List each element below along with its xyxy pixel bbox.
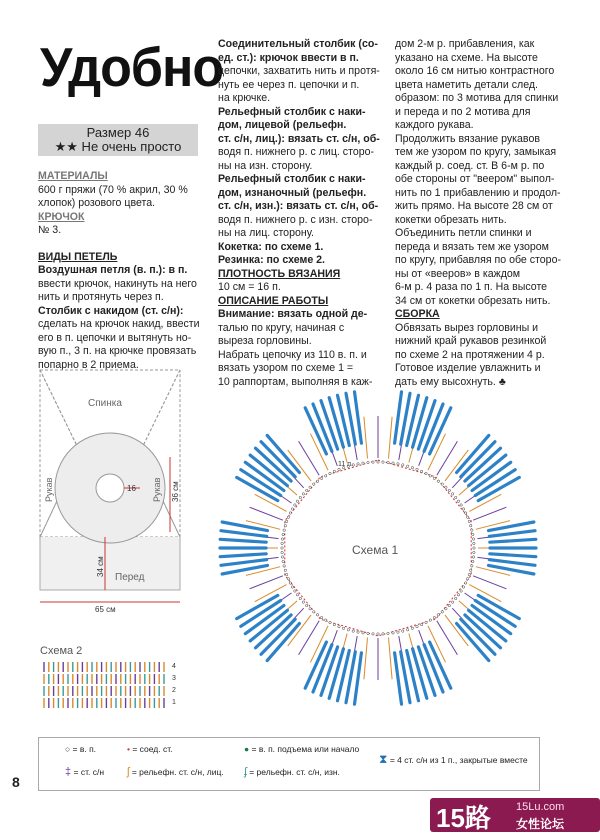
ring-chain-dot: [296, 500, 298, 502]
right-line-21: Обвязать вырез горловины и: [395, 321, 539, 334]
legend-dc: ‡ = ст. с/н: [65, 766, 105, 778]
ring-chain-dot: [320, 477, 322, 479]
ring-chain-dot: [411, 467, 413, 469]
hook-text: № 3.: [38, 224, 62, 236]
ring-chain-dot: [333, 623, 335, 625]
ring-chain-dot: [313, 483, 315, 485]
legend-turn: ● = в. п. подъема или начало: [244, 744, 360, 754]
ring-stitch: [250, 507, 283, 520]
ring-chain-dot: [455, 597, 457, 599]
ring-chain-dot: [472, 556, 474, 558]
ring-fan-petal: [220, 539, 266, 542]
ring-chain-dot: [372, 633, 374, 635]
mid-line-14: ны на лиц. сторону.: [218, 227, 314, 239]
right-line-18: 6-м р. 4 раза по 1 п. На высоте: [395, 281, 548, 293]
ring-chain-dot: [416, 625, 418, 627]
ring-chain-dot: [362, 462, 364, 464]
right-line-22: нижний край рукавов резинкой: [395, 335, 547, 347]
ring-chain-dot: [392, 632, 394, 634]
ring-chain-dot: [352, 630, 354, 632]
ring-chain-dot: [382, 633, 384, 635]
dc-symbol-icon: ‡: [65, 766, 72, 778]
chart-2-grid: [44, 662, 164, 708]
ring-chain-dot: [448, 489, 450, 491]
ring-chain-dot: [342, 627, 344, 629]
fpdc-symbol-icon: ʃ: [127, 766, 130, 778]
ring-chain-dot: [425, 472, 427, 474]
ring-chain-dot: [468, 573, 470, 575]
mid-line-20: Внимание: вязать одной де-: [218, 308, 368, 320]
right-line-3: цвета наметить детали след.: [395, 78, 538, 91]
mid-line-1: ед. ст.): крючок ввести в п.: [218, 51, 359, 64]
right-line-4: образом: по 3 мотива для спинки: [395, 92, 559, 104]
ring-chain-dot: [316, 480, 318, 482]
schematic-sleeve-len: 36 см: [171, 481, 180, 502]
dc-line-4: попарно в 2 приема.: [38, 358, 139, 371]
mid-line-10: Рельефный столбик с наки-: [218, 173, 366, 185]
chart-2-label: Схема 2: [40, 645, 83, 657]
mid-line-4: на крючке.: [218, 92, 271, 104]
mid-line-2: цепочки, захватить нить и протя-: [218, 65, 380, 77]
watermark-main: 15路: [436, 803, 491, 833]
ring-chain-dot: [286, 573, 288, 575]
cluster-symbol-icon: ⧗: [379, 752, 388, 766]
right-line-10: обе стороны от "веером" выпол-: [395, 173, 555, 185]
ring-chain-dot: [472, 538, 474, 540]
mid-line-0: Соединительный столбик (со-: [218, 38, 378, 50]
ring-chain-dot: [441, 611, 443, 613]
ring-chain-dot: [294, 590, 296, 592]
right-line-6: каждого рукава.: [395, 119, 474, 131]
ring-chain-dot: [357, 463, 359, 465]
ring-chain-dot: [387, 461, 389, 463]
mid-line-12: ст. с/н, изн.): вязать ст. с/н, об-: [218, 200, 379, 212]
mid-line-22: выреза горловины.: [218, 335, 312, 347]
ring-fan-petal: [355, 653, 362, 704]
ring-chain-dot: [289, 582, 291, 584]
mid-line-18: 10 см = 16 п.: [218, 281, 281, 293]
hook-heading: КРЮЧОК: [38, 210, 85, 223]
ring-chain-dot: [377, 461, 379, 463]
chart-2-row-4: 4: [172, 663, 176, 670]
ring-chain-dot: [320, 616, 322, 618]
materials-text-1: 600 г пряжи (70 % акрил, 30 %: [38, 183, 188, 196]
ring-chain-dot: [448, 604, 450, 606]
ring-chain-dot: [445, 486, 447, 488]
mid-line-19: ОПИСАНИЕ РАБОТЫ: [218, 294, 329, 307]
right-line-19: 34 см от кокетки обрезать нить.: [395, 294, 551, 307]
mid-line-25: 10 раппортам, выполняя в каж-: [218, 375, 373, 388]
legend: [38, 737, 540, 791]
ring-chain-dot: [397, 631, 399, 633]
ring-chain-dot: [287, 578, 289, 580]
ring-chain-dot: [457, 500, 459, 502]
legend-fpdc: ʃ = рельефн. ст. с/н, лиц.: [127, 766, 224, 778]
mid-line-13: водя п. нижнего р. с изн. сторо-: [218, 213, 373, 226]
ch-symbol-icon: ○: [65, 744, 71, 754]
ring-chain-dot: [302, 493, 304, 495]
slip-stitch-symbol-icon: •: [127, 744, 130, 754]
mid-line-8: водя п. нижнего р. с лиц. сторо-: [218, 146, 375, 158]
ring-chain-dot: [291, 586, 293, 588]
right-line-1: указано на схеме. На высоте: [395, 51, 538, 64]
ring-chain-dot: [470, 525, 472, 527]
right-line-8: тем же узором по кругу, замыкая: [395, 146, 557, 158]
ring-chain-dot: [281, 547, 283, 549]
ring-chain-dot: [407, 629, 409, 631]
mid-line-6: дом, лицевой (рельефн.: [218, 119, 347, 131]
ring-chain-dot: [286, 520, 288, 522]
right-line-9: каждый р. соед. ст. В 6-м р. по: [395, 159, 545, 172]
schematic-body-len: 34 см: [96, 556, 105, 577]
dc-line-3: вую п., 3 п. на крючке провязать: [38, 345, 197, 357]
mid-line-17: ПЛОТНОСТЬ ВЯЗАНИЯ: [218, 267, 341, 280]
mid-line-9: ны на изн. сторону.: [218, 159, 313, 172]
ring-stitch: [250, 576, 283, 589]
ring-stitch: [389, 417, 393, 459]
middle-column: [218, 38, 386, 389]
ring-stitch: [389, 638, 393, 680]
ring-fan-petal: [395, 653, 402, 704]
chart-1-label: Схема 1: [352, 543, 399, 557]
chart-2-row-1: 1: [172, 699, 176, 706]
right-line-17: ны от «веерoв» в каждом: [395, 267, 521, 280]
ring-chain-dot: [306, 604, 308, 606]
ring-chain-dot: [473, 547, 475, 549]
ring-chain-dot: [451, 493, 453, 495]
ring-chain-dot: [283, 529, 285, 531]
ring-chain-dot: [281, 551, 283, 553]
ring-chain-dot: [362, 632, 364, 634]
ring-chain-dot: [470, 569, 472, 571]
ring-fan-petal: [489, 522, 534, 531]
ring-fan-petal: [489, 565, 534, 574]
ring-chain-dot: [465, 512, 467, 514]
ring-chain-dot: [287, 516, 289, 518]
schematic-sleeve-right: Рукав: [152, 477, 162, 502]
ring-chain-dot: [466, 578, 468, 580]
ring-chain-dot: [372, 461, 374, 463]
ring-chain-dot: [416, 468, 418, 470]
ring-chain-dot: [437, 614, 439, 616]
ring-fan-petal: [221, 560, 267, 566]
ring-chain-dot: [281, 542, 283, 544]
materials-text-2: хлопок) розового цвета.: [38, 197, 156, 209]
right-line-20: СБОРКА: [395, 308, 440, 320]
ring-chain-dot: [441, 483, 443, 485]
mid-line-23: Набрать цепочку из 110 в. п. и: [218, 348, 367, 361]
schematic-sleeve-left: Рукав: [44, 477, 54, 502]
dc-line-2: его в п. цепочки и вытянуть но-: [38, 331, 192, 344]
right-line-15: переда и вязать тем же узором: [395, 240, 549, 253]
ring-chain-dot: [377, 633, 379, 635]
dc-line-1: сделать на крючок накид, ввести: [38, 318, 200, 330]
ring-chain-dot: [460, 504, 462, 506]
right-line-13: кокетки обрезать нить.: [395, 213, 507, 226]
ring-fan-petal: [222, 565, 267, 574]
ring-chain-dot: [402, 464, 404, 466]
mid-line-16: Резинка: по схеме 2.: [218, 254, 325, 266]
ring-fan-petal: [395, 392, 402, 443]
ring-chain-dot: [302, 601, 304, 603]
ring-chain-dot: [473, 542, 475, 544]
ring-chain-dot: [429, 619, 431, 621]
ring-stitch: [364, 417, 368, 459]
ring-stitch: [473, 576, 506, 589]
ring-chain-dot: [382, 461, 384, 463]
ring-chain-dot: [466, 516, 468, 518]
right-line-23: по схеме 2 на протяжении 4 р.: [395, 348, 545, 361]
right-line-14: Объединить петли спинки и: [395, 227, 532, 239]
ring-chain-dot: [284, 525, 286, 527]
ring-chain-dot: [299, 597, 301, 599]
ring-chain-dot: [462, 508, 464, 510]
ring-chain-dot: [338, 468, 340, 470]
difficulty-label: ★★ Не очень просто: [54, 139, 182, 154]
schematic-width: 65 см: [95, 605, 116, 614]
ring-chain-dot: [294, 504, 296, 506]
ring-chain-dot: [299, 496, 301, 498]
schematic-back: Спинка: [88, 398, 122, 409]
watermark: [430, 790, 600, 840]
ring-chain-dot: [325, 475, 327, 477]
legend-sl: • = соед. ст.: [127, 744, 173, 754]
page-title: Удобно: [40, 37, 224, 99]
ring-fan-petal: [489, 560, 535, 566]
ring-chain-dot: [429, 475, 431, 477]
ring-chain-dot: [347, 629, 349, 631]
schematic-neck: 16: [127, 484, 136, 493]
mid-line-21: талью по кругу, начиная с: [218, 321, 345, 334]
ring-chain-dot: [284, 569, 286, 571]
right-line-11: нить по 1 прибавлению и продол-: [395, 186, 561, 199]
ring-chain-dot: [472, 560, 474, 562]
ring-chain-dot: [316, 614, 318, 616]
schematic-front: Перед: [115, 572, 145, 583]
stitches-heading: ВИДЫ ПЕТЕЛЬ: [38, 250, 118, 263]
right-line-25: дать ему высохнуть. ♣: [395, 375, 506, 388]
ring-chain-dot: [425, 621, 427, 623]
ring-chain-dot: [433, 477, 435, 479]
ring-chain-dot: [420, 623, 422, 625]
mid-line-5: Рельефный столбик с наки-: [218, 105, 366, 118]
ring-fan-petal: [222, 522, 267, 531]
legend-cluster: ⧗ = 4 ст. с/н из 1 п., закрытые вместе: [379, 752, 528, 766]
chart-1-chain-count: 11 п.: [338, 461, 353, 468]
legend-bpdc: ʄ = рельефн. ст. с/н, изн.: [244, 766, 340, 778]
right-line-7: Продолжить вязание рукавов: [395, 132, 540, 145]
ring-chain-dot: [420, 470, 422, 472]
ring-chain-dot: [309, 608, 311, 610]
ring-chain-dot: [367, 461, 369, 463]
right-line-5: и переда и по 2 мотива для: [395, 105, 531, 118]
ring-chain-dot: [433, 616, 435, 618]
ring-chain-dot: [472, 533, 474, 535]
ring-chain-dot: [445, 608, 447, 610]
ring-chain-dot: [397, 463, 399, 465]
right-line-0: дом 2-м р. прибавления, как: [395, 38, 535, 50]
ring-chain-dot: [473, 551, 475, 553]
mid-line-3: нуть ее через п. цепочки и п.: [218, 78, 360, 91]
size-label: Размер 46: [86, 125, 150, 140]
ring-fan-petal: [489, 531, 535, 537]
diagram-area: [0, 362, 600, 738]
ring-fan-petal: [490, 539, 536, 542]
chart-2-row-2: 2: [172, 687, 176, 694]
watermark-sub: 女性论坛: [516, 817, 565, 831]
ring-chain-dot: [437, 480, 439, 482]
ring-chain-dot: [451, 601, 453, 603]
right-column: [395, 38, 567, 389]
ring-chain-dot: [296, 594, 298, 596]
ch-line-1: ввести крючок, накинуть на него: [38, 277, 197, 290]
ring-chain-dot: [411, 627, 413, 629]
dc-line-0: Столбик с накидом (ст. с/н):: [38, 304, 184, 317]
left-column: [38, 170, 210, 372]
mid-line-24: вязать узором по схеме 1 =: [218, 362, 354, 374]
chart-2-row-3: 3: [172, 675, 176, 682]
mid-line-15: Кокетка: по схеме 1.: [218, 240, 324, 253]
ring-chain-dot: [329, 621, 331, 623]
ring-stitch: [473, 507, 506, 520]
ring-stitch: [364, 638, 368, 680]
ring-chain-dot: [309, 486, 311, 488]
legend-ch: ○ = в. п.: [65, 744, 97, 754]
ring-chain-dot: [471, 529, 473, 531]
ring-chain-dot: [281, 556, 283, 558]
ring-chain-dot: [281, 538, 283, 540]
ring-chain-dot: [333, 470, 335, 472]
ring-chain-dot: [392, 462, 394, 464]
ring-fan-petal: [221, 531, 267, 537]
page-number: 8: [12, 774, 20, 790]
ring-chain-dot: [283, 565, 285, 567]
ring-chain-dot: [338, 625, 340, 627]
ring-chain-dot: [457, 594, 459, 596]
ring-chain-dot: [329, 472, 331, 474]
ring-fan-petal: [355, 392, 362, 443]
mid-line-11: дом, изнаночный (рельефн.: [218, 186, 367, 199]
ring-chain-dot: [462, 586, 464, 588]
ring-chain-dot: [455, 496, 457, 498]
right-line-16: по кругу, прибавляя по обе сторо-: [395, 254, 561, 266]
ring-chain-dot: [325, 619, 327, 621]
ring-chain-dot: [357, 631, 359, 633]
ring-chain-dot: [282, 533, 284, 535]
right-line-24: Готовое изделие увлажнить и: [395, 362, 541, 374]
ring-chain-dot: [471, 565, 473, 567]
ring-chain-dot: [468, 520, 470, 522]
ring-chain-dot: [407, 465, 409, 467]
ring-chain-dot: [387, 632, 389, 634]
turning-chain-symbol-icon: ●: [244, 744, 250, 754]
ring-chain-dot: [291, 508, 293, 510]
materials-heading: МАТЕРИАЛЫ: [38, 170, 108, 182]
ch-line-2: нить и протянуть через п.: [38, 291, 164, 303]
ring-chain-dot: [289, 512, 291, 514]
ring-chain-dot: [460, 590, 462, 592]
ring-chain-dot: [402, 630, 404, 632]
ring-chain-dot: [282, 560, 284, 562]
bpdc-symbol-icon: ʄ: [244, 766, 247, 778]
ch-line-0: Воздушная петля (в. п.): в п.: [38, 264, 188, 276]
ring-chain-dot: [306, 489, 308, 491]
right-line-2: около 16 см нитью контрастного: [395, 65, 555, 77]
mid-line-7: ст. с/н, лиц.): вязать ст. с/н, об-: [218, 132, 380, 145]
ring-fan-petal: [490, 554, 536, 557]
ring-chain-dot: [465, 582, 467, 584]
ring-chain-dot: [367, 632, 369, 634]
right-line-12: жить прямо. На высоте 28 см от: [395, 200, 553, 212]
ring-chain-dot: [313, 611, 315, 613]
ring-fan-petal: [220, 554, 266, 557]
size-box: [38, 124, 198, 156]
watermark-url: 15Lu.com: [516, 801, 565, 813]
